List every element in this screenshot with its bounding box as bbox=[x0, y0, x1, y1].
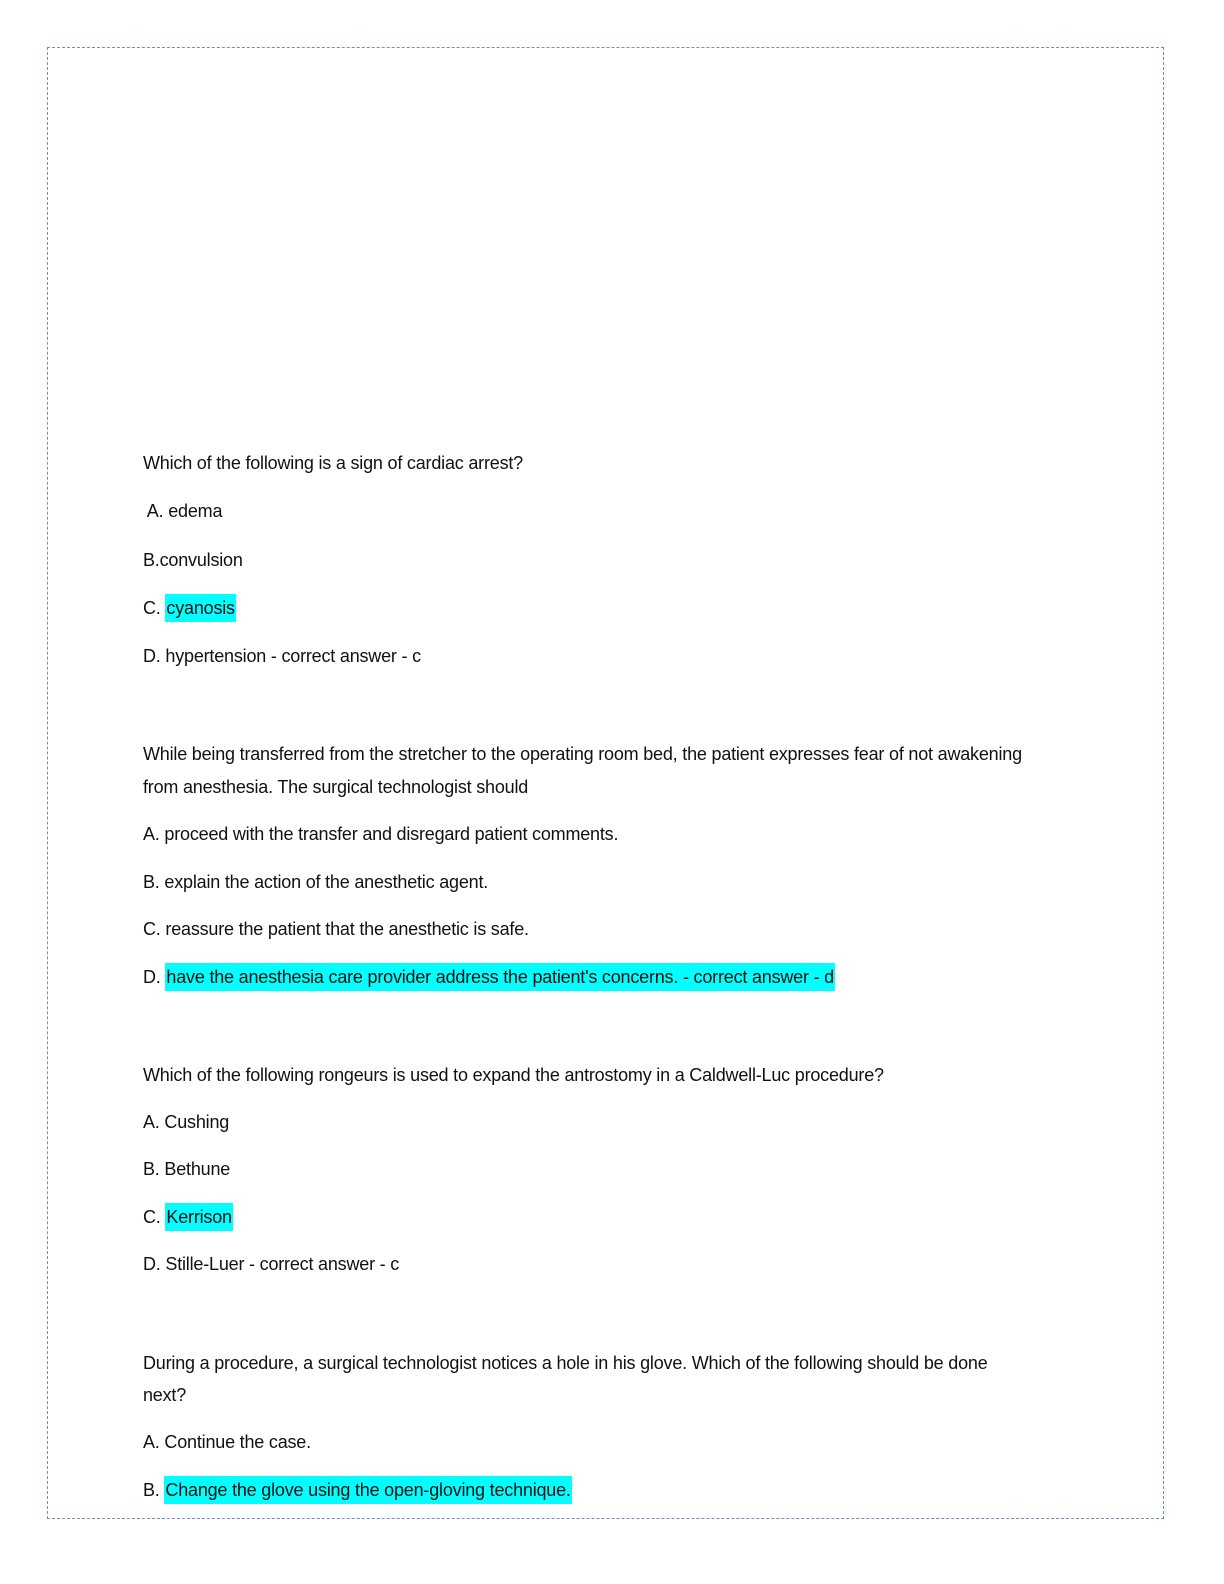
option-prefix: A. bbox=[143, 1432, 165, 1452]
option-prefix: D. bbox=[143, 967, 166, 987]
question-2-option-a bbox=[143, 822, 618, 846]
option-text: convulsion bbox=[159, 550, 243, 570]
option-text: explain the action of the anesthetic agent. bbox=[164, 872, 489, 892]
question-1-option-b bbox=[143, 548, 243, 572]
option-text: Continue the case. bbox=[164, 1432, 311, 1452]
option-prefix: B. bbox=[143, 872, 165, 892]
option-text: Stille-Luer - correct answer - c bbox=[165, 1254, 400, 1274]
question-2-option-d bbox=[143, 965, 835, 989]
option-text: edema bbox=[168, 501, 223, 521]
option-prefix: C. bbox=[143, 1207, 166, 1227]
question-4-text-line-1: During a procedure, a surgical technologist notices a hole in his glove. Which of the following should be done bbox=[143, 1353, 988, 1373]
question-2-option-c bbox=[143, 917, 529, 941]
question-3-option-d bbox=[143, 1252, 399, 1276]
option-text: proceed with the transfer and disregard patient comments. bbox=[164, 824, 619, 844]
highlighted-answer: have the anesthesia care provider address the patient's concerns. - correct answer - d bbox=[165, 963, 835, 991]
question-4-text-line-2: next? bbox=[143, 1385, 187, 1405]
option-prefix: B. bbox=[143, 1480, 165, 1500]
option-prefix: C. bbox=[143, 598, 166, 618]
highlighted-answer: Kerrison bbox=[165, 1203, 232, 1231]
highlighted-answer: Change the glove using the open-gloving technique. bbox=[164, 1476, 571, 1504]
question-1-option-d bbox=[143, 644, 421, 668]
option-text: Bethune bbox=[164, 1159, 231, 1179]
question-3-option-b bbox=[143, 1157, 230, 1181]
option-text: hypertension - correct answer - c bbox=[165, 646, 421, 666]
option-prefix: B. bbox=[143, 550, 160, 570]
highlighted-answer: cyanosis bbox=[165, 594, 235, 622]
option-prefix: D. bbox=[143, 646, 166, 666]
option-prefix: A. bbox=[143, 501, 169, 521]
question-2-text-line-2: from anesthesia. The surgical technologist should bbox=[143, 777, 529, 797]
question-3-text: Which of the following rongeurs is used to expand the antrostomy in a Caldwell-Luc procedure? bbox=[143, 1065, 884, 1085]
question-2-text-line-1: While being transferred from the stretcher to the operating room bed, the patient expresses fear of not awakening bbox=[143, 744, 1022, 764]
question-2-option-b bbox=[143, 870, 488, 894]
question-4-option-a bbox=[143, 1430, 311, 1454]
question-1-option-a bbox=[143, 499, 222, 523]
question-1-text: Which of the following is a sign of cardiac arrest? bbox=[143, 453, 523, 473]
question-3-option-a bbox=[143, 1110, 229, 1134]
option-prefix: A. bbox=[143, 824, 165, 844]
option-text: Cushing bbox=[164, 1112, 230, 1132]
option-prefix: D. bbox=[143, 1254, 166, 1274]
question-3-option-c bbox=[143, 1205, 233, 1229]
option-prefix: C. bbox=[143, 919, 166, 939]
option-prefix: B. bbox=[143, 1159, 165, 1179]
option-prefix: A. bbox=[143, 1112, 165, 1132]
question-1-option-c bbox=[143, 596, 236, 620]
question-4-option-b bbox=[143, 1478, 572, 1502]
option-text: reassure the patient that the anesthetic is safe. bbox=[165, 919, 529, 939]
